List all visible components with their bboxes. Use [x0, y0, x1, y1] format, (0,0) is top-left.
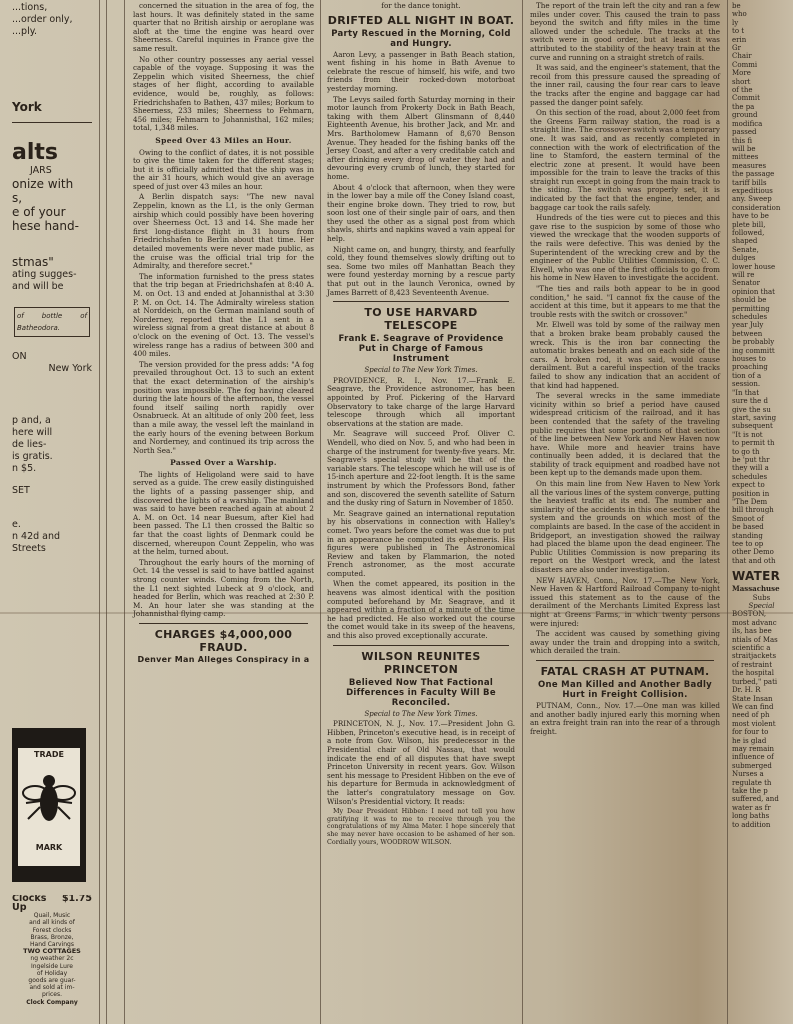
cut-off-line: BOSTON,	[732, 610, 767, 619]
cut-off-line: be based	[732, 523, 764, 532]
cut-off-line: State Insan	[732, 694, 773, 703]
cut-off-line: water as fr	[732, 803, 771, 812]
cut-off-line: lower house	[732, 262, 776, 271]
cut-off-line: will be	[732, 144, 756, 153]
cut-off-line: most advanc	[732, 618, 777, 627]
cut-off-line: the passage	[732, 170, 775, 179]
clock-ad	[10, 895, 94, 1024]
article-paragraph: On this section of the road, about 2,000 feet from the Greens Farm railway station, the road is a straight line. The crossover switch was a temporary one. It was said, and as recently completed in connection with the work of electrification of the line to Stamford, the eastern terminal of the electric zone at present. It would have been impossible for the train to leave the tracks of this straight run except in going from the main track to the siding. The switch was properly set, it is indicated by the fact that the engine, tender, and baggage car took the rails safely.	[530, 108, 720, 212]
cut-off-line: be probably	[732, 338, 775, 347]
clocks-line-6: TWO COTTAGES	[23, 947, 81, 956]
cut-off-line: session.	[732, 380, 761, 389]
ad-line-4: hese hand-	[12, 219, 79, 233]
article-paragraph: Hundreds of the ties were cut to pieces and this gave rise to the suspicion by some of those who viewed the wreckage that the wooden supports of the rails were defective. This was denied by the Superintendent of the wrecking crew and by the engineer of the Public Utilities Commission, C. C. Elwell, who was one of the first officials to go from his home in New Haven to investigate the accident.	[530, 213, 720, 283]
article-letter: My Dear President Hibben: I need not tell you how gratifying it was to me to receive through you the congratulations of my Alma Mater. I hope sincerely that she may never have occasion to be ashamed of her son. Cordially yours, WOODROW WILSON.	[327, 807, 515, 846]
cut-off-line: We can find	[732, 702, 774, 711]
cut-off-line: Senate,	[732, 245, 759, 254]
cut-off-line: to go th	[732, 447, 760, 456]
article-paragraph: Throughout the early hours of the morning of Oct. 14 the vessel is said to have battled against strong counter winds. Coming from the North, the L1 next sighted Lubeck at 9 o'clock, and headed for Berlin, which was reached at 2:30 P. M. An hour later she was standing at the Johannisthal flying camp.	[133, 557, 314, 619]
article-paragraph: Aaron Levy, a passenger in Bath Beach station, went fishing in his home in Bath Avenue to celebrate the rescue of himself, his wife, and two friends from their rocked-down motorboat yesterday morning.	[327, 49, 515, 93]
article-paragraph: Mr. Seagrave will succeed Prof. Oliver C. Wendell, who died on Nov. 5, and who had been in charge of the instrument for twenty-five years. Mr. Seagrave's special study will be that of the variable stars. The telescope which he will use is of 15-inch aperture and 22-foot length. It is the same instrument by which the Professors Bond, father and son, discovered the seventh satellite of Saturn and the dusky ring of Saturn in November of 1850.	[327, 429, 515, 508]
cut-off-line: sure the d	[732, 397, 768, 406]
article-paragraph: On this main line from New Haven to New York all the various lines of the system converge, putting the heaviest traffic at its end. The number and similarity of the accidents in this one section of the system and the grounds on which most of the complaints are based. In the case of the accident in Bridgeport, an investigation showed the railway had placed the blame upon the dead engineer. The Public Utilities Commission is now preparing its report on the Westport wreck, and the latest disasters are also under investigation.	[530, 479, 720, 574]
ad-line-6: ating sugges-	[12, 269, 77, 280]
cut-off-text-bottom	[732, 610, 791, 829]
water-sub-2: Subs	[752, 593, 771, 602]
cut-off-line: followed,	[732, 228, 765, 237]
article-paragraph: A Berlin dispatch says: "The new naval Zeppelin, known as the L1, is the only German airship which could possibly have been hovering over Sheerness Oct. 13 and 14. She made her first long-distance flight in 31 hours from Friedrichshafen to Berlin about that time. Her detailed movements were never made public, as the cruise was the official trial trip for the Admiralty, and therefore secret."	[133, 192, 314, 271]
article-paragraph: It was said, and the engineer's statement, that the recoil from this pressure caused the spreading of the inner rail, causing the four rear cars to leave the tracks after the engine and baggage car had passed the danger point safely.	[530, 63, 720, 107]
clocks-line-7: ng weather 2c	[30, 955, 74, 963]
clocks-line-10: goods are guar-	[28, 977, 76, 985]
cut-off-line: to permit th	[732, 439, 775, 448]
ad-top-line-3: ...ply.	[12, 26, 38, 37]
cut-off-line: start, saving	[732, 413, 777, 422]
cut-off-line: most violent	[732, 719, 776, 728]
cut-off-line: expeditious	[732, 186, 773, 195]
cut-off-column	[730, 0, 793, 1024]
article-paragraph: NEW HAVEN, Conn., Nov. 17.—The New York, New Haven & Hartford Railroad Company to-night issued this statement as to the cause of the derailment of the Merchants Limited Express last night at Greens Farms, in which twenty persons were injured:	[530, 575, 720, 628]
cut-off-line: ly	[732, 18, 739, 27]
cut-off-line: that and oth	[732, 556, 776, 565]
cut-off-line: between	[732, 329, 763, 338]
ad-on: ON	[12, 351, 27, 362]
article-paragraph: When the comet appeared, its position in the heavens was almost identical with the position computed beforehand by Mr. Seagrave, and it appeared within a fraction of a minute of the time he had predicted. He also worked out the course the comet would take in its sweep of the heavens, and this also proved exceptionally accurate.	[327, 579, 515, 641]
ad-line-15: Streets	[12, 543, 46, 554]
article-paragraph: About 4 o'clock that afternoon, when they were in the lower bay a mile off the Coney Island coast, their engine broke down. They tried to row, but soon lost one of their single pair of oars, and then they used the other as a signal post from which shawls, shirts and napkins waved a vain appeal for help.	[327, 182, 515, 244]
cut-off-line: schedules	[732, 313, 768, 322]
cut-off-line: opinion that	[732, 287, 775, 296]
cut-off-line: will re	[732, 271, 755, 279]
ad-line-5: stmas"	[12, 255, 54, 269]
cut-off-line: to addition	[732, 820, 771, 829]
cut-off-line: be	[732, 2, 741, 10]
cut-off-line: modifica	[732, 119, 763, 128]
clocks-line-5: Hand Carvings	[30, 941, 74, 948]
cut-off-line: Chair	[732, 52, 752, 61]
headline-charges-fraud: CHARGES $4,000,000 FRAUD.	[154, 627, 293, 654]
cut-off-line: tee to op	[732, 540, 764, 548]
clocks-line-12: prices.	[42, 991, 62, 999]
cut-off-line: to t	[732, 27, 745, 36]
article-paragraph: PRINCETON, N. J., Nov. 17.—President John G. Hibben, Princeton's executive head, is in receipt of a note from Gov. Wilson, his predecessor in the Presidential chair of Old Nassau, that would indicate the end of all disputes that have swept Princeton University in recent years. Gov. Wilson sent his message to President Hibben on the eve of his departure for Bermuda in acknowledgment of the latter's congratulatory message on Gov. Wilson's Presidential victory. It reads:	[327, 719, 515, 806]
cut-off-line: have to be	[732, 212, 769, 221]
cut-off-line: ground	[732, 111, 758, 120]
ad-salts-title: alts	[12, 140, 58, 165]
ad-line-2: s,	[12, 191, 23, 205]
deck-one-man-killed: One Man Killed and Another Badly Hurt in Freight Collision.	[537, 679, 713, 700]
ad-top-line-2: ...order only,	[12, 14, 73, 25]
cut-off-line: measures	[732, 161, 767, 170]
cut-off-line: Senator	[732, 279, 760, 288]
cut-off-text-top	[732, 2, 791, 565]
column-rule	[124, 0, 125, 1024]
ad-line-14: n 42d and	[12, 531, 61, 542]
clocks-line-2: and all kinds of	[29, 919, 75, 927]
ad-line-3: e of your	[12, 205, 66, 219]
cut-off-line: regulate th	[732, 778, 772, 787]
cut-off-line: straitjackets	[732, 652, 777, 661]
cut-off-line: this fi	[732, 136, 753, 145]
clocks-line-11: and sold at im-	[29, 984, 75, 992]
cut-off-line: the pa	[732, 102, 755, 111]
cut-off-line: passed	[732, 128, 757, 137]
cut-off-line: need of ph	[732, 711, 770, 720]
subhead-warship: Passed Over a Warship.	[170, 458, 277, 468]
cut-off-line: expect to	[732, 481, 765, 490]
cut-off-line: bill through	[732, 506, 774, 515]
cut-off-line: dulges	[732, 254, 756, 263]
zeppelin-article-column	[130, 0, 317, 1024]
water-special: Special	[748, 602, 775, 611]
cut-off-line: who	[732, 10, 747, 19]
headline-wilson-princeton: WILSON REUNITES PRINCETON	[361, 649, 481, 676]
article-paragraph: PROVIDENCE, R. I., Nov. 17.—Frank E. Seagrave, the Providence astronomer, has been appointed by Prof. Pickering of the Harvard Observatory to take charge of the large Harvard telescope through which all important observations at the station are made.	[327, 375, 515, 428]
column-rule	[727, 0, 728, 1024]
article-paragraph: The Levys sailed forth Saturday morning in their motor launch from Prokerty Dock in Bath Beach, taking with them Albert Glinsmann of 8,440 Eighteenth Avenue, his brother Jack, and Mr. and Mrs. Bartholomew Hamann of 8,670 Benson Avenue. They headed for the fishing banks off the Jersey Coast, and after a very creditable catch and after drinking every drop of water they had and devouring every crumb of lunch, they started for home.	[327, 94, 515, 181]
dateline: Special to The New York Times.	[364, 366, 478, 375]
cut-off-line: the hospital	[732, 669, 774, 678]
article-paragraph: Owing to the conflict of dates, it is not possible to give the time taken for the different stages; but it is officially admitted that the ship was in the air 31 hours, which would give an average speed of just over 43 miles an hour.	[133, 147, 314, 191]
cut-off-line: schedules	[732, 472, 768, 481]
cut-off-line: position in	[732, 489, 770, 498]
column-rule	[320, 0, 321, 1024]
cut-off-line: mittees	[732, 153, 759, 162]
ad-line-11: is gratis.	[12, 451, 53, 462]
article-paragraph: The several wrecks in the same immediate vicinity within so brief a period have caused widespread criticism of the railroad, and it has been contended that the safety of the traveling public requires that some portions of that section of the line between New York and New Haven now have. While more and heavier trains have continually been added, it is declared that the stability of track equipment and roadbed have not been kept up to the demands made upon them.	[530, 391, 720, 478]
railroad-article-column	[526, 0, 724, 1024]
article-paragraph: No other country possesses any aerial vessel capable of the voyage. Supposing it was the Zeppelin which visited Sheerness, the chief stages of her flight, according to available evidence, would be, roughly, as follows: Friedrichshafen to Bathen, 437 miles; Borkum to Sheerness, 233 miles; Sheerness to Fehmarn, 456 miles; Fehmarn to Johannisthal, 162 miles; total, 1,348 miles.	[133, 54, 314, 133]
cut-off-line: consideration	[732, 203, 781, 212]
top-line: for the dance tonight.	[381, 1, 461, 10]
cut-off-line: they will a	[732, 464, 769, 473]
cut-off-line: ntials of Mas	[732, 635, 778, 644]
cut-off-line: other Demo	[732, 548, 774, 557]
deck-denver: Denver Man Alleges Conspiracy in a	[137, 654, 310, 664]
cut-off-line: "The Dem	[732, 497, 768, 506]
cut-off-line: ing committ	[732, 346, 775, 355]
cut-off-line: Commi	[732, 60, 758, 69]
mark-label: MARK	[35, 843, 63, 852]
ad-line-1: onize with	[12, 177, 74, 191]
clocks-line-4: Brass, Bronze,	[30, 933, 74, 941]
clocks-line-8: Ingelside Lure	[30, 962, 73, 970]
cut-off-line: More	[732, 69, 751, 78]
ad-line-10: de lies-	[12, 439, 47, 450]
clocks-line-1: Quail, Music	[33, 912, 71, 920]
subhead-speed: Speed Over 43 Miles an Hour.	[155, 135, 292, 145]
cut-off-line: for four to	[732, 728, 769, 737]
cut-off-line: erin	[732, 35, 747, 44]
article-paragraph: The version provided for the press adds: "A fog prevailed throughout Oct. 13 to such an extent that the exact determination of the airship's position was impossible. The fog having cleared during the late hours of the afternoon, the vessel found itself sailing north rapidly over Osnabrueck. At an altitude of only 200 feet, less than a mile away, the vessel left the mainland in the early hours of the evening between Borkum and Norderney, and continued its trip across the North Sea."	[133, 359, 314, 455]
cut-off-line: short	[732, 77, 751, 86]
article-paragraph: The accident was caused by something giving away under the train and dropping into a switch, which derailed the train.	[530, 629, 720, 656]
headline-harvard-telescope: TO USE HARVARD TELESCOPE	[364, 306, 478, 333]
cut-off-line: may remain	[732, 744, 775, 753]
article-paragraph: PUTNAM, Conn., Nov. 17.—One man was killed and another badly injured early this morning when an extra freight train ran into the rear of a through freight.	[530, 700, 720, 736]
article-paragraph: The information furnished to the press states that the trip began at Friedrichshafen at 8:40 A. M. on Oct. 13 and ended at Johannisthal at 3:30 P. M. on Oct. 14. The Admiralty wireless station at Norddeich, on the German mainland south of Norderney, reported that the L1 sent in a wireless signal from a great distance at about 8 o'clock on the evening of Oct. 13. The vessel's wireless range has a radius of between 300 and 400 miles.	[133, 271, 314, 359]
column-rule	[106, 0, 107, 1024]
cut-off-line: he is glad	[732, 736, 767, 745]
cut-off-line: take the p	[732, 786, 768, 795]
water-sub-1: Massachuse	[732, 584, 780, 594]
cut-off-line: Nurses a	[732, 770, 764, 779]
cut-off-line: should be	[732, 296, 767, 305]
deck-seagrave: Frank E. Seagrave of Providence Put in Charge of Famous Instrument	[338, 334, 504, 365]
ad-new-york: New York	[48, 363, 92, 374]
deck-party-rescued: Party Rescued in the Morning, Cold and Hungry.	[331, 28, 511, 49]
cut-off-line: plete bill,	[732, 220, 766, 229]
clocks-line-3: Forest clocks	[32, 926, 72, 934]
ad-jars: JARS	[30, 165, 52, 176]
cut-off-line: suffered, and	[732, 795, 779, 804]
cut-off-line: Commit	[732, 94, 760, 103]
ad-bottle-box: of bottle of Batheodora.	[14, 307, 90, 337]
cut-off-line: submerged	[732, 761, 772, 770]
article-paragraph: Mr. Elwell was told by some of the railway men that a broken brake beam probably caused the wreck. This is the iron bar connecting the automatic brakes beneath and on each side of the cars. A broken rod, it was said, would cause derailment. But a careful inspection of the tracks failed to show any indication that an accident of that kind had happened.	[530, 320, 720, 390]
fold-crease	[0, 612, 793, 614]
cut-off-line: be 'put thr	[732, 455, 770, 464]
cut-off-line: tariff bills	[732, 178, 767, 187]
article-paragraph: Mr. Seagrave gained an international reputation by his observations in connection with Halley's comet. Two years before the comet was due to put in an appearance he computed its ephemeris. His figures were published in The Astronomical Review and taken by Flammarion, the noted French astronomer, as the most accurate computed.	[327, 508, 515, 578]
cut-off-line: "In that	[732, 388, 760, 397]
clocks-line-9: of Holiday	[36, 969, 68, 977]
article-paragraph: concerned the situation in the area of fog, the last hours. It was definitely stated in the same quarter that no British airship or aeroplane was aloft at the time the engine was heard over Sheerness. Careful inquiries in France give the same result.	[133, 1, 314, 53]
cut-off-line: long baths	[732, 812, 770, 821]
column-rule	[522, 0, 523, 1024]
clocks-line-13: Clock Company	[26, 998, 78, 1006]
deck-factional: Believed Now That Factional Differences in Faculty Will Be Reconciled.	[346, 677, 496, 708]
cut-off-line: shaped	[732, 237, 758, 246]
headline-water: WATER	[732, 569, 781, 584]
middle-news-column	[323, 0, 519, 1024]
clocks-headline: Clocks $1.75 Up	[12, 895, 92, 913]
trade-label: TRADE	[34, 750, 64, 759]
cut-off-line: scientific a	[732, 644, 771, 653]
cut-off-line: houses to	[732, 355, 766, 364]
cut-off-line: tion of a	[732, 371, 762, 380]
ad-top-line-1: ...tions,	[12, 2, 48, 13]
cut-off-line: Smoot of	[732, 514, 764, 523]
trademark-ad	[12, 728, 86, 882]
cut-off-line: Gr	[732, 44, 741, 53]
cut-off-line: turbed," pati	[732, 677, 778, 686]
cut-off-line: year July	[732, 321, 764, 330]
cut-off-line: of restraint	[732, 660, 773, 669]
article-paragraph: Night came on, and hungry, thirsty, and fearfully cold, they found themselves slowly drifting out to sea. Some two miles off Manhattan Beach they were found yesterday morning by a rescue party that put out in the launch Veronica, owned by James Barrett of 8,423 Seventeenth Avenue.	[327, 244, 515, 297]
cut-off-line: Dr. H. R	[732, 686, 761, 695]
cut-off-line: "It is not	[732, 430, 763, 439]
cut-off-line: ils, has bee	[732, 627, 772, 636]
column-rule	[99, 0, 100, 1024]
ad-line-8: p and, a	[12, 415, 51, 426]
ad-line-9: here will	[12, 427, 53, 438]
ad-york: York	[12, 100, 42, 114]
cut-off-line: proaching	[732, 363, 768, 372]
headline-drifted: DRIFTED ALL NIGHT IN BOAT.	[327, 13, 515, 27]
cut-off-line: of the	[732, 86, 753, 95]
ad-set: SET	[12, 485, 30, 496]
dateline: Special to The New York Times.	[364, 709, 478, 718]
ad-line-12: n $5.	[12, 463, 37, 474]
cut-off-line: any. Sweep	[732, 195, 772, 204]
cut-off-line: give the su	[732, 405, 771, 414]
article-paragraph: The lights of Heligoland were said to have served as a guide. The crew easily distinguished the lights of a passing passenger ship, and discovered the lights of a warship. The mainland was said to have been reached again at about 2 A. M. on Oct. 14 near Buesum, after Kiel had been passed. The L1 then crossed the Baltic so far that the coast lights of Denmark could be discerned, whereupon Count Zeppelin, who was at the helm, turned about.	[133, 469, 314, 557]
cut-off-line: permitting	[732, 304, 770, 313]
article-paragraph: The report of the train left the city and ran a few miles under cover. This caused the train to pass beyond the switch and fifty miles in the time allowed under the schedule. The tracks at the switch were in good order, but at least it was attributed to the stability of the heavy train at the curve and running on a straight stretch of rails.	[530, 1, 720, 62]
cut-off-line: standing	[732, 531, 763, 540]
ad-line-7: and will be	[12, 281, 64, 292]
ad-line-13: e.	[12, 519, 21, 530]
article-paragraph: "The ties and rails both appear to be in good condition," he said. "I cannot fix the cause of the accident at this time, but it appears to me that the trouble rests with the switch or crossover."	[530, 284, 720, 319]
cut-off-line: influence of	[732, 753, 774, 762]
cut-off-line: subsequent	[732, 422, 773, 431]
headline-putnam-crash: FATAL CRASH AT PUTNAM.	[540, 664, 710, 678]
bee-trademark-icon	[18, 759, 80, 839]
